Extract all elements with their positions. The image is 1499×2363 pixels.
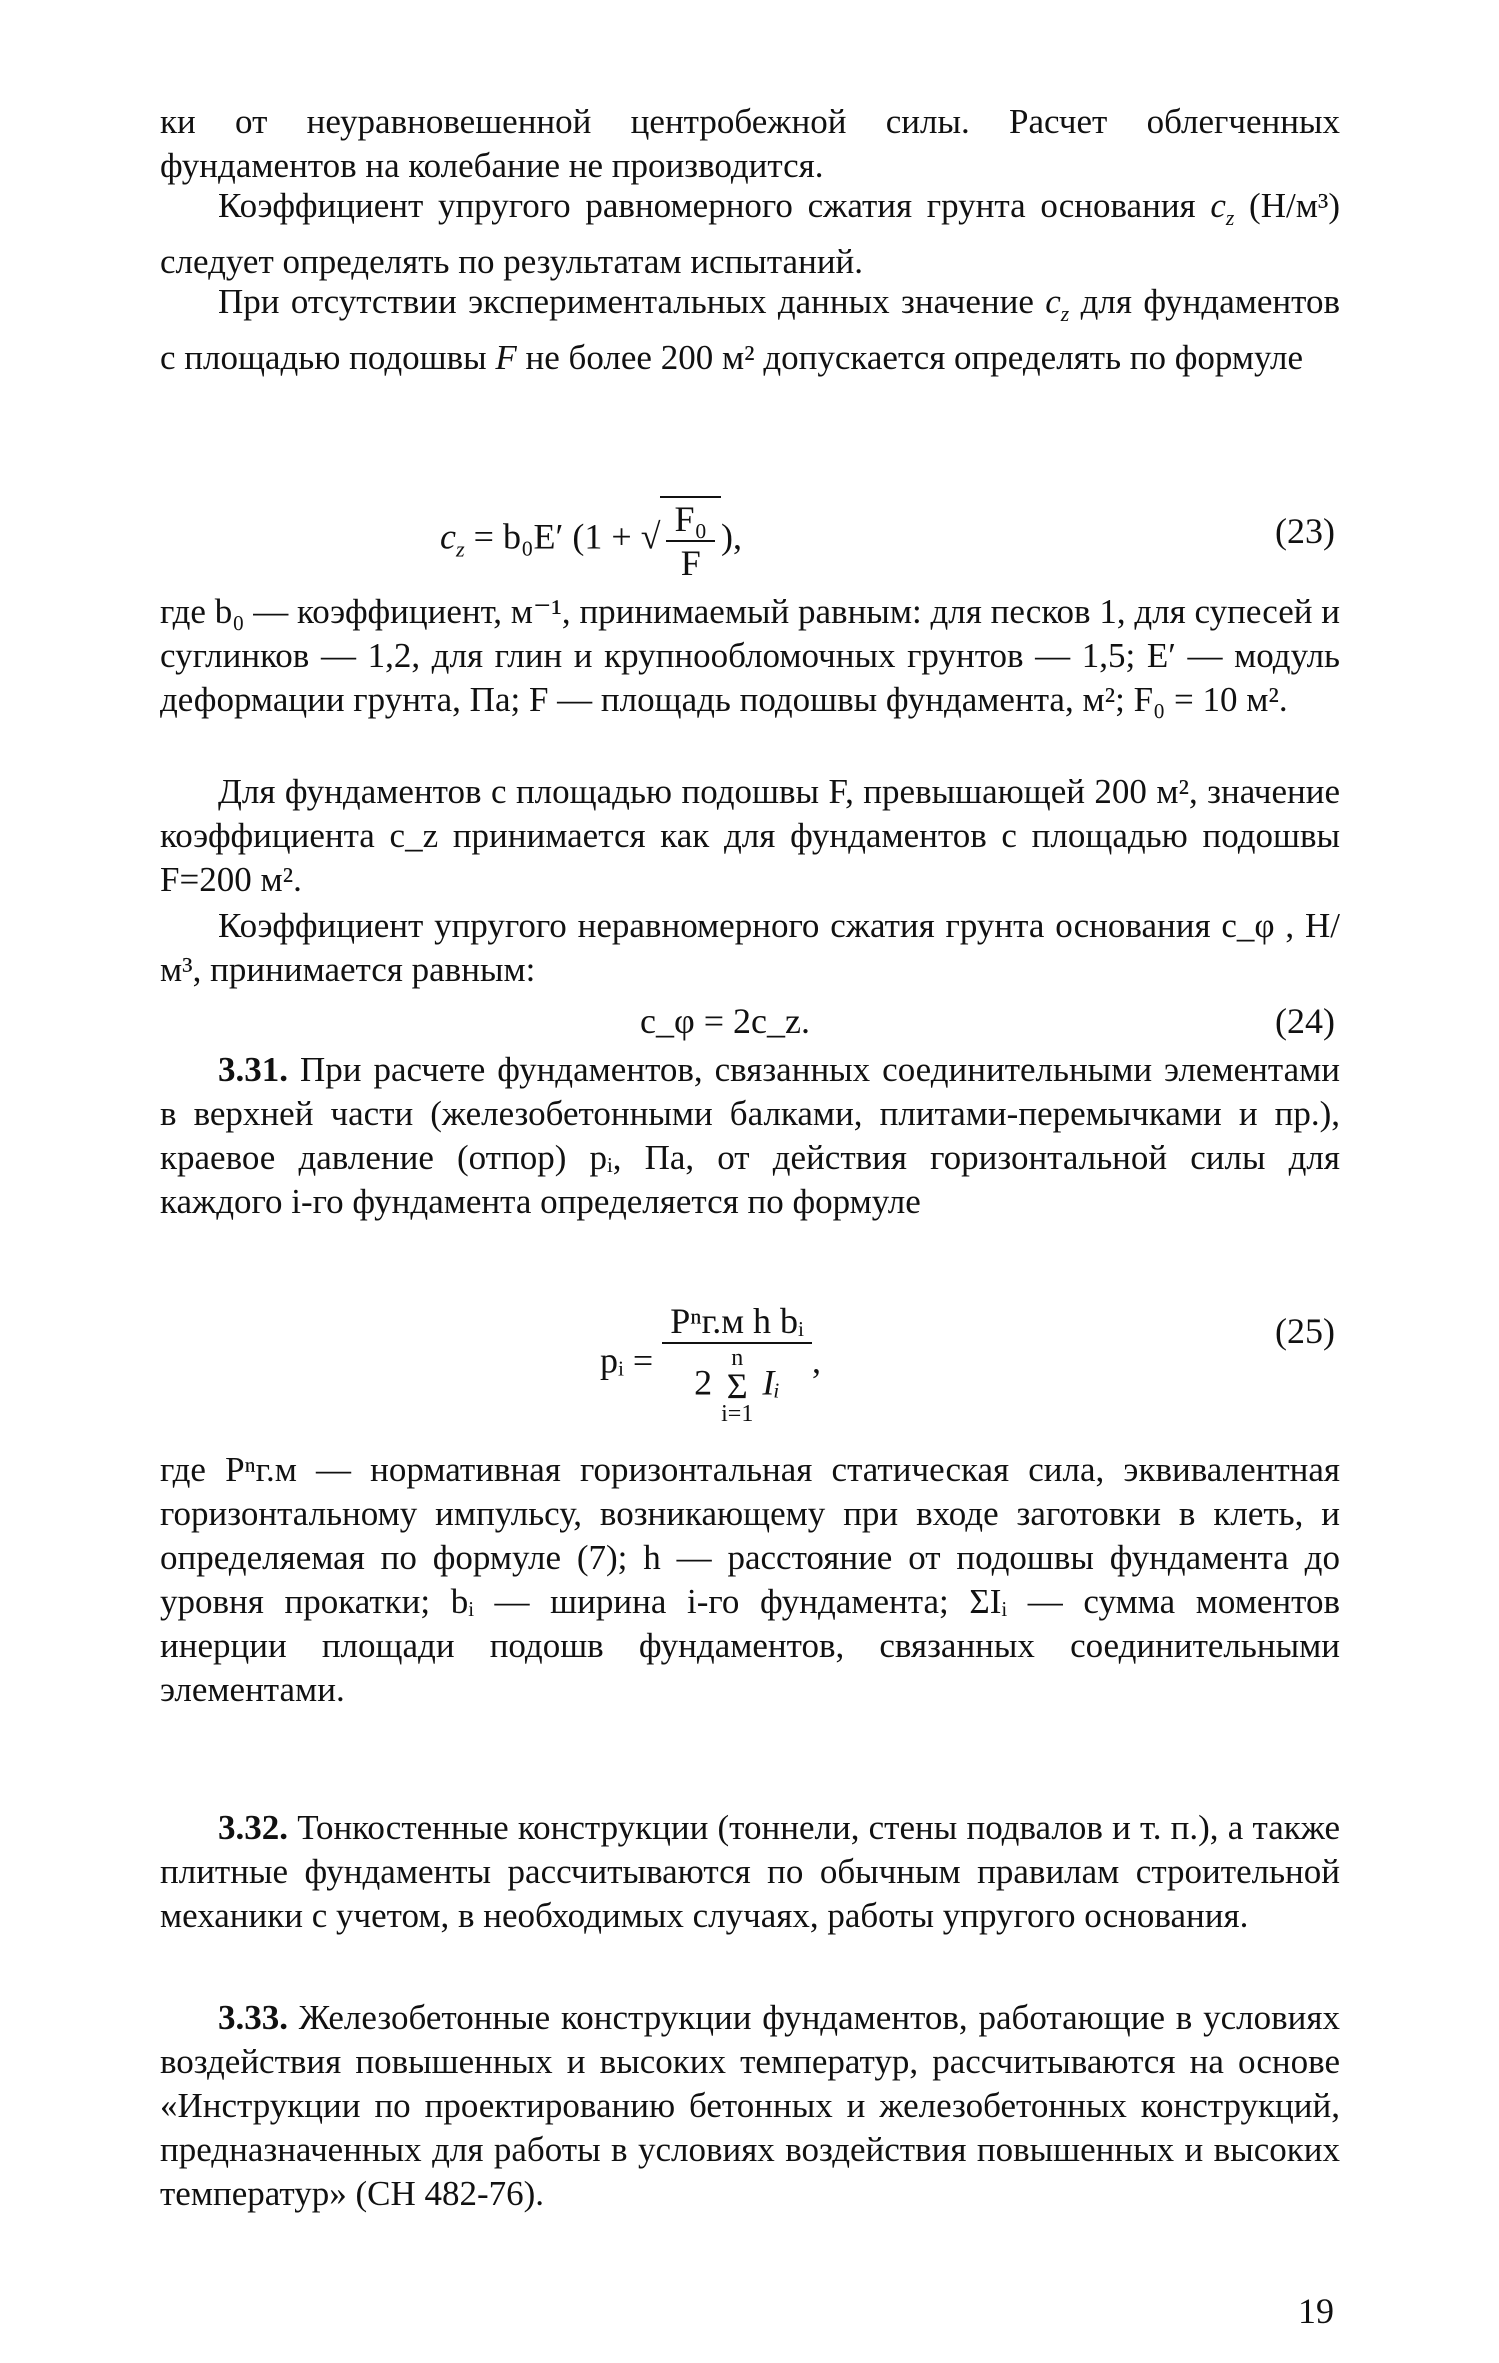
paragraph-6: Коэффициент упругого неравномерного сжатия грунта основания c_φ , Н/м³, принимается равным: [160,906,1340,989]
formula-24 [0,1000,1499,1050]
paragraph-3: При отсутствии экспериментальных данных значение $c_z$ для фундаментов с площадью подошвы F не более 200 м² допускается определять по формуле [160,282,1341,377]
formula-23-sqrt [660,496,721,584]
paragraph-4: где b₀ — коэффициент, м⁻¹, принимаемый равным: для песков 1, для супесей и суглинков — 1,2, для глин и крупнообломочных грунтов — 1,5; E′ — модуль деформации грунта, Па; F — площадь подошвы фундамента, м²; F₀ = 10 м². [160,592,1340,719]
formula-24-number: (24) [1275,1001,1335,1041]
paragraph-3-text-b: для фундаментов с площадью подошвы [160,282,1341,377]
sigma-top: n [731,1345,744,1371]
formula-23-number: (23) [1275,511,1335,551]
formula-25-number: (25) [1275,1311,1335,1351]
paragraph-2-text-a: Коэффициент упругого равномерного сжатия грунта основания [218,186,1211,225]
formula-25-I: Iᵢ [762,1362,781,1403]
paragraph-8: где Pⁿг.м — нормативная горизонтальная статическая сила, эквивалентная горизонтальному импульсу, возникающему при входе заготовки в клеть, и определяемая по формуле (7); h — расстояние от подошвы фундамента до уровня прокатки; bᵢ — ширина i-го фундамента; ΣIᵢ — сумма моментов инерции площади подошв фундаментов, связанных соединительными элементами. [160,1450,1340,1709]
symbol-c: c [1210,186,1226,225]
section-3-32-number: 3.32. [218,1808,288,1847]
formula-24-expression: c_φ = 2c_z. [640,1001,811,1041]
paragraph-2 [160,184,1340,284]
symbol-F: F [495,338,517,377]
paragraph-2-text-b: (Н/м³) следует определять по результатам испытаний. [160,186,1341,281]
formula-25-sigma [721,1344,753,1428]
paragraph-9-text: Тонкостенные конструкции (тоннели, стены подвалов и т. п.), а также плитные фундаменты рассчитываются по обычным правилам строительной механики с учетом, в необходимых случаях, работы упругого основания. [160,1808,1340,1935]
section-3-31-number: 3.31. [218,1050,288,1089]
formula-25-lhs: pᵢ = [600,1340,654,1381]
paragraph-5: Для фундаментов с площадью подошвы F, превышающей 200 м², значение коэффициента c_z принимается как для фундаментов с площадью подошвы F=200 м². [160,772,1340,899]
paragraph-7-text: При расчете фундаментов, связанных соединительными элементами в верхней части (железобетонными балками, плитами-перемычками и пр.), краевое давление (отпор) pᵢ, Па, от действия горизонтальной силы для каждого i-го фундамента определяется по формуле [160,1050,1340,1221]
symbol-z: z [1225,206,1235,230]
formula-25 [0,1280,1499,1430]
paragraph-3-text-c: не более 200 м² допускается определять по формуле [516,338,1304,377]
sigma-symbol: Σ [726,1366,748,1406]
formula-25-two: 2 [694,1362,713,1403]
formula-23-close: ) [721,516,734,557]
formula-23-open: (1 + [572,516,641,557]
page-number: 19 [1298,2291,1334,2331]
paragraph-10-text: Железобетонные конструкции фундаментов, работающие в условиях воздействия повышенных и высоких температур, рассчитываются на основе «Инструкции по проектированию бетонных и железобетонных конструкций, предназначенных для работы в условиях воздействия повышенных и высоких температур» (СН 482-76). [160,1998,1340,2213]
sigma-bottom: i=1 [721,1401,754,1427]
formula-25-denominator [662,1344,812,1428]
paragraph-10 [160,1996,1340,2216]
paragraph-3-text-a: При отсутствии экспериментальных данных значение [218,282,1046,321]
formula-23 [0,486,1499,583]
paragraph-7 [160,1048,1340,1224]
formula-23-lhs: c [440,516,456,557]
formula-25-fraction [662,1300,812,1428]
formula-23-numerator: F₀ [666,498,715,542]
paragraph-1: ки от неуравновешенной центробежной силы. Расчет облегченных фундаментов на колебание не производится. [160,102,1340,185]
formula-23-denominator: F [680,543,701,583]
paragraph-9 [160,1806,1340,1938]
formula-25-numerator: Pⁿг.м h bᵢ [662,1300,812,1344]
formula-23-eq: = b₀E′ [464,516,573,557]
section-3-33-number: 3.33. [218,1998,288,2037]
formula-25-expression: pᵢ = Pⁿг.м h bᵢ 2 n Σ i=1 Iᵢ , [600,1301,821,1427]
formula-23-expression: $c_z = b_0E'$ (1 + √ $\frac{\text{F₀}}{F}$ ), [440,496,742,584]
